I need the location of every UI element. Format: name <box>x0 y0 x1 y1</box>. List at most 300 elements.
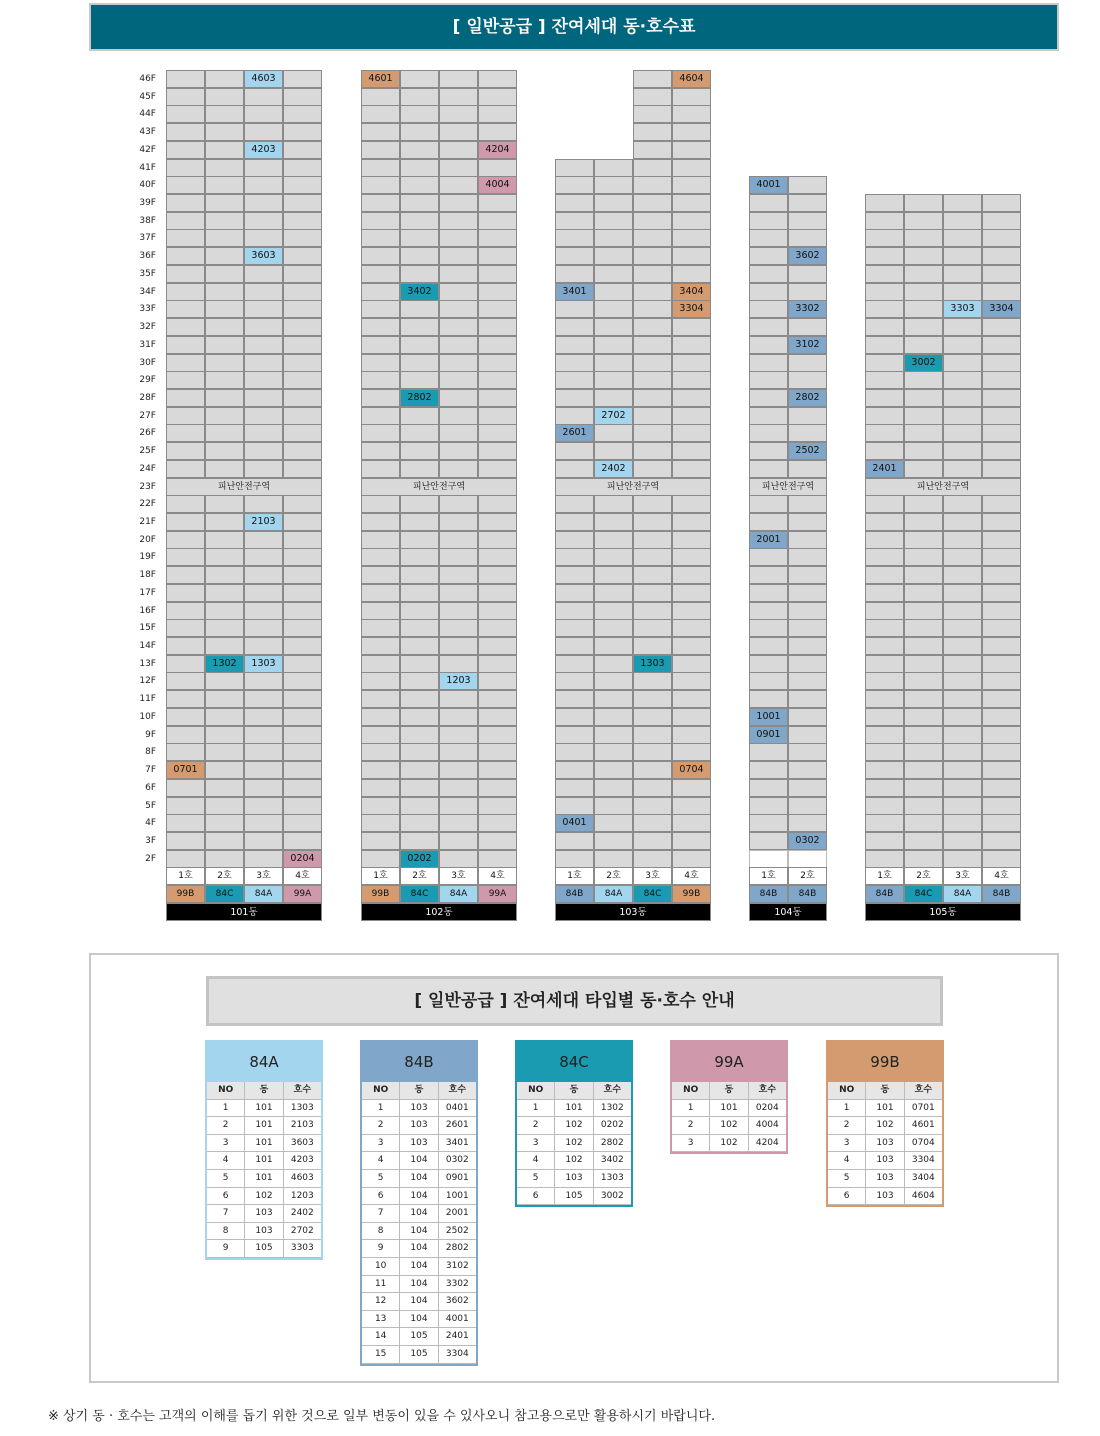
unit-cell <box>439 141 478 159</box>
unit-cell <box>400 176 439 194</box>
unit-cell <box>283 354 322 372</box>
unit-cell <box>205 779 244 797</box>
table-cell: 101 <box>710 1100 748 1118</box>
available-unit-3303[interactable]: 3303 <box>943 300 982 318</box>
unit-cell <box>633 371 672 389</box>
unit-cell <box>478 743 517 761</box>
unit-cell <box>865 318 904 336</box>
unit-cell <box>166 141 205 159</box>
table-row <box>362 1293 476 1311</box>
unit-cell <box>865 743 904 761</box>
unit-cell <box>205 70 244 88</box>
unit-cell <box>555 531 594 549</box>
unit-cell <box>555 708 594 726</box>
table-cell: 101 <box>245 1170 283 1188</box>
unit-cell <box>166 70 205 88</box>
table-cell: 0701 <box>905 1100 942 1118</box>
unit-cell <box>478 779 517 797</box>
available-unit-2103[interactable]: 2103 <box>244 513 283 531</box>
unit-cell <box>205 850 244 868</box>
unit-cell <box>555 548 594 566</box>
table-cell: 3002 <box>594 1188 631 1206</box>
unit-cell <box>633 672 672 690</box>
unit-cell <box>865 531 904 549</box>
table-row <box>828 1100 942 1118</box>
unit-cell <box>865 424 904 442</box>
unit-cell <box>982 708 1021 726</box>
unit-cell <box>400 247 439 265</box>
available-unit-2702[interactable]: 2702 <box>594 407 633 425</box>
available-unit-1303[interactable]: 1303 <box>633 655 672 673</box>
table-row <box>207 1152 321 1170</box>
unit-cell <box>982 761 1021 779</box>
unit-cell <box>594 832 633 850</box>
unit-cell <box>672 743 711 761</box>
unit-cell <box>439 318 478 336</box>
unit-cell <box>361 548 400 566</box>
available-unit-3602[interactable]: 3602 <box>788 247 827 265</box>
unit-cell <box>594 690 633 708</box>
table-cell: 1 <box>828 1100 866 1118</box>
available-unit-0202[interactable]: 0202 <box>400 850 439 868</box>
column-header: NO <box>672 1082 710 1100</box>
available-unit-3302[interactable]: 3302 <box>788 300 827 318</box>
unit-cell <box>439 283 478 301</box>
unit-cell <box>166 584 205 602</box>
unit-cell <box>594 389 633 407</box>
unit-cell <box>205 389 244 407</box>
unit-cell <box>361 708 400 726</box>
unit-cell <box>283 389 322 407</box>
unit-cell <box>400 105 439 123</box>
unit-cell <box>633 176 672 194</box>
unit-cell <box>166 743 205 761</box>
unit-cell <box>283 159 322 177</box>
table-cell: 4 <box>828 1152 866 1170</box>
unit-cell <box>672 584 711 602</box>
unit-type: 84B <box>982 885 1021 903</box>
floor-label: 37F <box>139 233 156 244</box>
table-cell: 4 <box>207 1152 245 1170</box>
unit-cell <box>166 283 205 301</box>
table-row <box>517 1152 631 1170</box>
table-row <box>207 1135 321 1153</box>
unit-cell <box>672 442 711 460</box>
building-name: 101동 <box>166 903 322 921</box>
unit-cell <box>633 708 672 726</box>
unit-cell <box>283 743 322 761</box>
unit-cell <box>361 265 400 283</box>
unit-cell <box>361 655 400 673</box>
unit-cell <box>244 176 283 194</box>
unit-cell <box>749 371 788 389</box>
unit-cell <box>361 637 400 655</box>
table-row <box>828 1135 942 1153</box>
table-cell: 105 <box>555 1188 593 1206</box>
available-unit-1001[interactable]: 1001 <box>749 708 788 726</box>
unit-cell <box>904 726 943 744</box>
unit-number: 1호 <box>749 867 788 885</box>
unit-cell <box>633 566 672 584</box>
available-unit-4603[interactable]: 4603 <box>244 70 283 88</box>
unit-cell <box>633 531 672 549</box>
table-cell: 101 <box>555 1100 593 1118</box>
unit-cell <box>633 726 672 744</box>
unit-cell <box>205 371 244 389</box>
unit-number: 3호 <box>244 867 283 885</box>
available-unit-2402[interactable]: 2402 <box>594 460 633 478</box>
unit-cell <box>672 424 711 442</box>
unit-cell <box>982 690 1021 708</box>
floor-label: 30F <box>139 357 156 368</box>
floor-label: 45F <box>139 91 156 102</box>
page-title: [ 일반공급 ] 잔여세대 동·호수표 <box>452 17 696 37</box>
unit-cell <box>439 194 478 212</box>
unit-cell <box>788 761 827 779</box>
unit-cell <box>439 247 478 265</box>
unit-cell <box>594 743 633 761</box>
available-unit-4001[interactable]: 4001 <box>749 176 788 194</box>
unit-cell <box>594 531 633 549</box>
unit-cell <box>205 797 244 815</box>
unit-cell <box>904 265 943 283</box>
unit-cell <box>400 495 439 513</box>
available-unit-2001[interactable]: 2001 <box>749 531 788 549</box>
unit-cell <box>400 336 439 354</box>
unit-cell <box>205 88 244 106</box>
unit-cell <box>166 105 205 123</box>
unit-type: 84B <box>555 885 594 903</box>
unit-cell <box>205 513 244 531</box>
unit-cell <box>478 424 517 442</box>
floor-label: 28F <box>139 392 156 403</box>
unit-cell <box>439 761 478 779</box>
available-unit-3002[interactable]: 3002 <box>904 354 943 372</box>
available-unit-4004[interactable]: 4004 <box>478 176 517 194</box>
unit-cell <box>283 619 322 637</box>
unit-cell <box>749 460 788 478</box>
unit-cell <box>555 371 594 389</box>
unit-cell <box>439 814 478 832</box>
unit-cell <box>205 336 244 354</box>
table-row <box>207 1205 321 1223</box>
unit-cell <box>788 566 827 584</box>
unit-cell <box>361 424 400 442</box>
table-cell: 2001 <box>439 1205 476 1223</box>
unit-cell <box>865 708 904 726</box>
unit-number: 2호 <box>205 867 244 885</box>
unit-cell <box>672 105 711 123</box>
unit-cell <box>555 850 594 868</box>
unit-cell <box>439 655 478 673</box>
unit-cell <box>244 460 283 478</box>
table-cell: 3 <box>207 1135 245 1153</box>
table-cell: 1 <box>672 1100 710 1118</box>
unit-cell <box>555 194 594 212</box>
unit-cell <box>672 176 711 194</box>
unit-cell <box>788 371 827 389</box>
unit-cell <box>943 318 982 336</box>
unit-cell <box>982 194 1021 212</box>
unit-cell <box>400 690 439 708</box>
unit-cell <box>904 602 943 620</box>
unit-cell <box>865 655 904 673</box>
unit-cell <box>283 566 322 584</box>
unit-cell <box>555 797 594 815</box>
unit-cell <box>672 619 711 637</box>
unit-cell <box>633 495 672 513</box>
unit-cell <box>555 619 594 637</box>
unit-cell <box>943 371 982 389</box>
unit-cell <box>244 283 283 301</box>
table-cell: 104 <box>400 1205 438 1223</box>
table-cell: 5 <box>207 1170 245 1188</box>
unit-cell <box>166 690 205 708</box>
available-unit-0704[interactable]: 0704 <box>672 761 711 779</box>
table-cell: 7 <box>362 1205 400 1223</box>
column-header: 동 <box>710 1082 748 1100</box>
unit-cell <box>594 761 633 779</box>
unit-cell <box>400 265 439 283</box>
unit-cell <box>555 460 594 478</box>
unit-cell <box>943 619 982 637</box>
unit-cell <box>361 690 400 708</box>
unit-cell <box>633 300 672 318</box>
unit-cell <box>400 548 439 566</box>
table-header-row <box>362 1082 476 1100</box>
unit-cell <box>672 779 711 797</box>
unit-cell <box>400 814 439 832</box>
available-unit-1302[interactable]: 1302 <box>205 655 244 673</box>
floor-label: 41F <box>139 162 156 173</box>
unit-number: 4호 <box>982 867 1021 885</box>
unit-cell <box>982 672 1021 690</box>
unit-cell <box>672 832 711 850</box>
unit-cell <box>361 442 400 460</box>
unit-number: 2호 <box>400 867 439 885</box>
unit-cell <box>594 619 633 637</box>
unit-cell <box>244 407 283 425</box>
unit-cell <box>904 619 943 637</box>
table-cell: 3 <box>828 1135 866 1153</box>
unit-type: 99B <box>361 885 400 903</box>
refuge-zone: 피난안전구역 <box>361 478 517 496</box>
table-cell: 5 <box>362 1170 400 1188</box>
table-row <box>362 1258 476 1276</box>
unit-cell <box>788 726 827 744</box>
unit-cell <box>904 283 943 301</box>
unit-cell <box>283 442 322 460</box>
unit-cell <box>361 495 400 513</box>
table-row <box>362 1276 476 1294</box>
unit-cell <box>555 761 594 779</box>
unit-cell <box>982 655 1021 673</box>
unit-cell <box>400 229 439 247</box>
unit-cell <box>672 212 711 230</box>
unit-cell <box>478 637 517 655</box>
unit-cell <box>904 850 943 868</box>
unit-cell <box>361 513 400 531</box>
unit-cell <box>943 743 982 761</box>
unit-cell <box>283 814 322 832</box>
available-unit-0401[interactable]: 0401 <box>555 814 594 832</box>
unit-cell <box>904 655 943 673</box>
unit-cell <box>943 442 982 460</box>
available-unit-3304[interactable]: 3304 <box>672 300 711 318</box>
unit-cell <box>943 690 982 708</box>
unit-cell <box>283 495 322 513</box>
unit-cell <box>283 460 322 478</box>
table-row <box>362 1170 476 1188</box>
table-cell: 14 <box>362 1328 400 1346</box>
unit-cell <box>244 194 283 212</box>
unit-cell <box>865 637 904 655</box>
available-unit-1303[interactable]: 1303 <box>244 655 283 673</box>
available-unit-3304[interactable]: 3304 <box>982 300 1021 318</box>
unit-cell <box>865 194 904 212</box>
unit-cell <box>633 283 672 301</box>
unit-cell <box>439 229 478 247</box>
unit-cell <box>633 761 672 779</box>
unit-cell <box>439 548 478 566</box>
building-name: 104동 <box>749 903 827 921</box>
unit-cell <box>865 389 904 407</box>
unit-cell <box>244 229 283 247</box>
unit-type: 84C <box>633 885 672 903</box>
available-unit-4204[interactable]: 4204 <box>478 141 517 159</box>
table-cell: 6 <box>207 1188 245 1206</box>
table-cell: 104 <box>400 1258 438 1276</box>
available-unit-3102[interactable]: 3102 <box>788 336 827 354</box>
floor-label: 32F <box>139 322 156 333</box>
unit-cell <box>283 229 322 247</box>
available-unit-2502[interactable]: 2502 <box>788 442 827 460</box>
unit-cell <box>672 460 711 478</box>
table-cell: 101 <box>245 1100 283 1118</box>
unit-cell <box>166 655 205 673</box>
unit-cell <box>672 797 711 815</box>
unit-cell <box>943 336 982 354</box>
building-name: 102동 <box>361 903 517 921</box>
unit-number: 3호 <box>943 867 982 885</box>
unit-cell <box>205 637 244 655</box>
unit-cell <box>672 690 711 708</box>
unit-cell <box>594 159 633 177</box>
unit-cell <box>205 229 244 247</box>
unit-cell <box>982 247 1021 265</box>
available-unit-2401[interactable]: 2401 <box>865 460 904 478</box>
available-unit-2601[interactable]: 2601 <box>555 424 594 442</box>
available-unit-4203[interactable]: 4203 <box>244 141 283 159</box>
table-cell: 4601 <box>905 1117 942 1135</box>
available-unit-3404[interactable]: 3404 <box>672 283 711 301</box>
unit-cell <box>439 850 478 868</box>
unit-cell <box>594 779 633 797</box>
unit-cell <box>439 690 478 708</box>
column-header: 호수 <box>439 1082 476 1100</box>
unit-cell <box>478 460 517 478</box>
unit-cell <box>865 513 904 531</box>
unit-cell <box>788 619 827 637</box>
available-unit-2802[interactable]: 2802 <box>788 389 827 407</box>
unit-cell <box>205 105 244 123</box>
unit-cell <box>478 123 517 141</box>
unit-cell <box>749 690 788 708</box>
available-unit-3603[interactable]: 3603 <box>244 247 283 265</box>
available-unit-3401[interactable]: 3401 <box>555 283 594 301</box>
unit-cell <box>943 814 982 832</box>
unit-cell <box>244 354 283 372</box>
table-row <box>362 1117 476 1135</box>
floor-label: 34F <box>139 286 156 297</box>
unit-cell <box>400 602 439 620</box>
table-cell: 104 <box>400 1276 438 1294</box>
table-cell: 105 <box>245 1240 283 1258</box>
table-cell: 102 <box>245 1188 283 1206</box>
unit-cell <box>361 407 400 425</box>
unit-number: 2호 <box>594 867 633 885</box>
unit-cell <box>361 460 400 478</box>
unit-cell <box>283 336 322 354</box>
available-unit-0302[interactable]: 0302 <box>788 832 827 850</box>
unit-cell <box>439 637 478 655</box>
table-cell: 3 <box>672 1135 710 1153</box>
type-table-84B <box>360 1040 478 1366</box>
available-unit-2802[interactable]: 2802 <box>400 389 439 407</box>
unit-cell <box>633 70 672 88</box>
unit-cell <box>749 548 788 566</box>
unit-cell <box>672 194 711 212</box>
unit-cell <box>400 531 439 549</box>
unit-cell <box>400 123 439 141</box>
available-unit-0701[interactable]: 0701 <box>166 761 205 779</box>
available-unit-0901[interactable]: 0901 <box>749 726 788 744</box>
unit-cell <box>283 300 322 318</box>
table-cell: 104 <box>400 1170 438 1188</box>
unit-cell <box>400 708 439 726</box>
available-unit-0204[interactable]: 0204 <box>283 850 322 868</box>
unit-cell <box>361 672 400 690</box>
unit-cell <box>672 726 711 744</box>
unit-cell <box>788 814 827 832</box>
unit-cell <box>788 194 827 212</box>
unit-cell <box>166 424 205 442</box>
available-unit-4604[interactable]: 4604 <box>672 70 711 88</box>
unit-cell <box>943 761 982 779</box>
unit-cell <box>904 513 943 531</box>
unit-cell <box>788 672 827 690</box>
unit-cell <box>594 637 633 655</box>
available-unit-4601[interactable]: 4601 <box>361 70 400 88</box>
unit-cell <box>982 548 1021 566</box>
floor-label: 9F <box>145 729 156 740</box>
unit-cell <box>982 726 1021 744</box>
unit-cell <box>788 548 827 566</box>
available-unit-1203[interactable]: 1203 <box>439 672 478 690</box>
unit-cell <box>904 442 943 460</box>
unit-cell <box>788 602 827 620</box>
unit-cell <box>749 247 788 265</box>
table-cell: 1203 <box>284 1188 321 1206</box>
unit-cell <box>166 779 205 797</box>
unit-cell <box>166 354 205 372</box>
available-unit-3402[interactable]: 3402 <box>400 283 439 301</box>
unit-cell <box>205 194 244 212</box>
unit-cell <box>749 300 788 318</box>
unit-number: 1호 <box>166 867 205 885</box>
unit-cell <box>361 176 400 194</box>
table-row <box>362 1188 476 1206</box>
